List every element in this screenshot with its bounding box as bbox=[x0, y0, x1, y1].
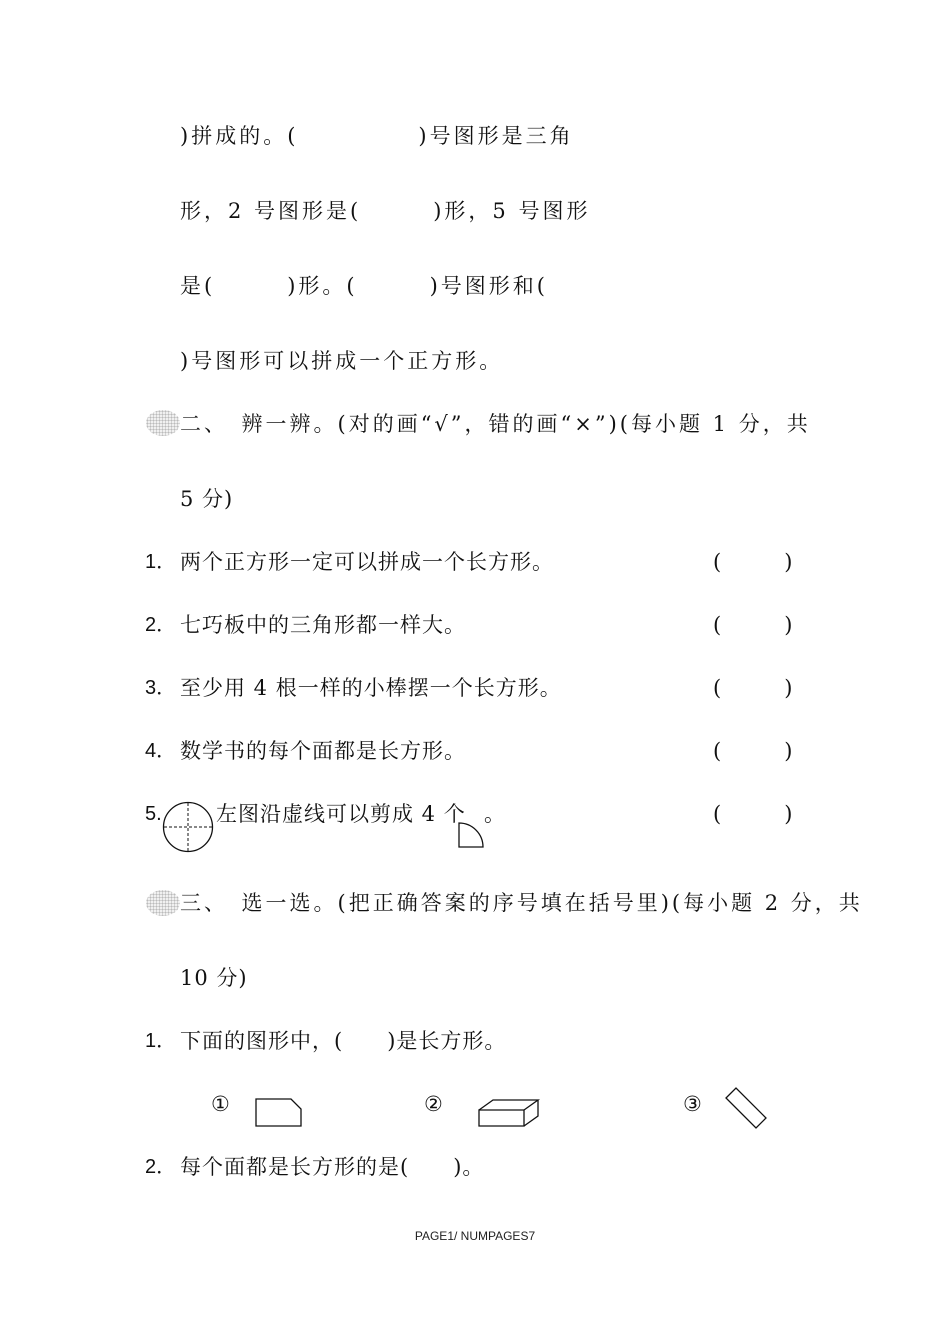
q1-continuation-line-3: 是( )形。( )号图形和( bbox=[180, 274, 548, 298]
answer-blank[interactable]: ( ) bbox=[713, 739, 793, 763]
true-false-statement: 至少用 4 根一样的小棒摆一个长方形。 bbox=[180, 676, 562, 700]
item-number: 1． bbox=[145, 1030, 177, 1052]
true-false-statement: 七巧板中的三角形都一样大。 bbox=[180, 613, 466, 637]
statement-end-mark: 。 bbox=[484, 802, 505, 826]
section-3-heading-continuation: 10 分) bbox=[180, 966, 248, 990]
section-2-heading: 二、 辨一辨。(对的画“√”，错的画“×”)(每小题 1 分，共 bbox=[180, 412, 811, 436]
circle-divided-dashed-icon bbox=[162, 801, 214, 853]
item-number: 5. bbox=[145, 803, 162, 825]
item-number: 3． bbox=[145, 677, 177, 699]
true-false-statement: 两个正方形一定可以拼成一个长方形。 bbox=[180, 550, 554, 574]
answer-blank[interactable]: ( ) bbox=[713, 613, 793, 637]
item-number: 2． bbox=[145, 614, 177, 636]
item-number: 4． bbox=[145, 740, 177, 762]
item-number: 1． bbox=[145, 551, 177, 573]
option-number: ③ bbox=[683, 1092, 702, 1116]
true-false-statement: 数学书的每个面都是长方形。 bbox=[180, 739, 466, 763]
quarter-circle-icon bbox=[458, 822, 486, 848]
choice-question: 下面的图形中，( )是长方形。 bbox=[180, 1029, 507, 1053]
tilted-rectangle-icon bbox=[724, 1086, 768, 1130]
answer-blank[interactable]: ( ) bbox=[713, 550, 793, 574]
answer-blank[interactable]: ( ) bbox=[713, 676, 793, 700]
section-3-heading: 三、 选一选。(把正确答案的序号填在括号里)(每小题 2 分，共 bbox=[180, 891, 863, 915]
answer-blank[interactable]: ( ) bbox=[713, 802, 793, 826]
choice-question: 每个面都是长方形的是( )。 bbox=[180, 1155, 485, 1179]
q1-continuation-line-2: 形，2 号图形是( )形，5 号图形 bbox=[180, 199, 591, 223]
section-2-heading-continuation: 5 分) bbox=[180, 487, 234, 511]
option-number: ② bbox=[424, 1092, 443, 1116]
true-false-statement: 左图沿虚线可以剪成 4 个 bbox=[216, 802, 466, 826]
option-number: ① bbox=[211, 1092, 230, 1116]
section-bullet-icon bbox=[146, 890, 180, 916]
page-footer: PAGE1/ NUMPAGES7 bbox=[414, 1229, 536, 1243]
item-number: 2． bbox=[145, 1156, 177, 1178]
q1-continuation-line-1: )拼成的。( )号图形是三角 bbox=[180, 124, 574, 148]
cuboid-icon bbox=[478, 1098, 542, 1128]
cut-corner-rectangle-icon bbox=[255, 1098, 303, 1128]
q1-continuation-line-4: )号图形可以拼成一个正方形。 bbox=[180, 349, 504, 373]
section-bullet-icon bbox=[146, 410, 180, 436]
